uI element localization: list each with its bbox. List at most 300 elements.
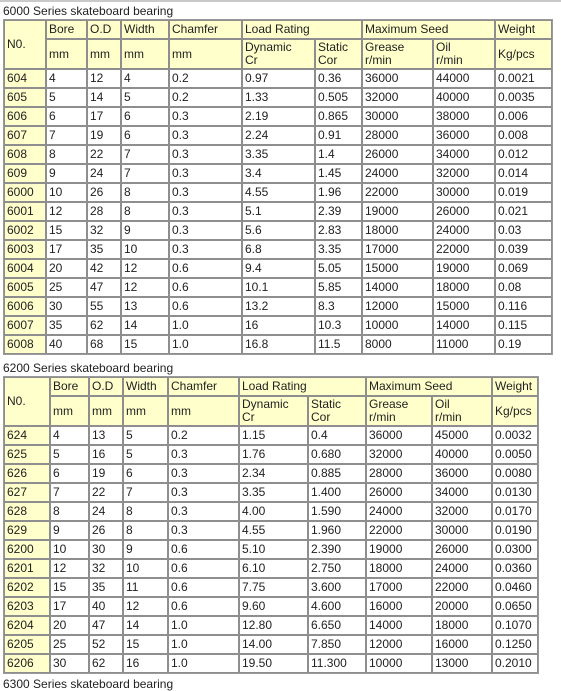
table-cell: 0.08 [495,278,552,297]
table-cell: 11 [123,578,168,597]
static-symbol: Cor [318,53,338,67]
table-cell: 0.3 [168,445,239,464]
table-cell: 7.75 [239,578,308,597]
bearing-number-cell: 6200 [4,540,50,559]
table-cell: 0.3 [169,183,242,202]
table-cell: 14.00 [239,635,308,654]
table-cell: 0.865 [315,107,362,126]
table-cell: 6.10 [239,559,308,578]
series-6200-caption: 6200 Series skateboard bearing [3,361,174,375]
table-cell: 8.3 [315,297,362,316]
table-cell: 19 [87,126,121,145]
table-cell: 24000 [366,502,432,521]
table-cell: 15 [46,221,87,240]
table-cell: 2.39 [315,202,362,221]
table-cell: 0.3 [169,221,242,240]
table-cell: 36000 [366,426,432,445]
table-cell: 2.83 [315,221,362,240]
table-cell: 0.6 [168,559,239,578]
table-row [4,635,538,654]
table-cell: 3.35 [239,483,308,502]
header-od: O.D [87,20,121,39]
table-cell: 7 [46,126,87,145]
table-cell: 24000 [433,221,495,240]
table-cell: 6 [123,464,168,483]
series-6000-caption: 6000 Series skateboard bearing [3,4,174,18]
bearing-number-cell: 6204 [4,616,50,635]
table-cell: 15 [50,578,89,597]
bearing-number-cell: 6201 [4,559,50,578]
table-cell: 14000 [366,616,432,635]
static-label: Static [318,40,349,54]
table-cell: 52 [89,635,123,654]
table-cell: 25 [46,278,87,297]
table-row [4,502,538,521]
table-cell: 0.03 [495,221,552,240]
table-cell: 47 [89,616,123,635]
table-row [4,69,552,88]
subheader-static [315,39,362,69]
table-cell: 0.36 [315,69,362,88]
table-cell: 4.600 [308,597,366,616]
table-cell: 32 [87,221,121,240]
header-width: Width [123,377,168,396]
table-cell: 30 [46,297,87,316]
table-cell: 10.3 [315,316,362,335]
oil-unit: r/min [436,53,463,67]
table-cell: 9 [46,164,87,183]
grease-label: Grease [365,40,405,54]
table-cell: 7 [121,145,169,164]
table-cell: 12000 [362,297,433,316]
table-cell: 0.680 [308,445,366,464]
table-cell: 6 [46,107,87,126]
subheader-chamfer-unit: mm [168,396,239,426]
table-cell: 11.5 [315,335,362,354]
table-cell: 5.6 [242,221,315,240]
table-cell: 12.80 [239,616,308,635]
series-6300-caption: 6300 Series skateboard bearing [3,677,174,691]
table-cell: 1.15 [239,426,308,445]
table-cell: 26 [87,183,121,202]
table-cell: 10.1 [242,278,315,297]
table-cell: 2.390 [308,540,366,559]
table-cell: 9.4 [242,259,315,278]
table-cell: 0.2010 [492,654,538,673]
dynamic-label: Dynamic [245,40,292,54]
table-cell: 7 [50,483,89,502]
table-cell: 24 [89,502,123,521]
table-cell: 19000 [362,202,433,221]
table-cell: 0.1070 [492,616,538,635]
bearing-number-cell: 606 [4,107,46,126]
header-maximum-speed: Maximum Seed [362,20,495,39]
table-cell: 12 [121,278,169,297]
table-cell: 9 [121,221,169,240]
table-cell: 0.3 [169,202,242,221]
table-cell: 1.590 [308,502,366,521]
table-row [4,240,552,259]
grease-label: Grease [369,397,409,411]
table-cell: 5 [50,445,89,464]
table-cell: 10 [46,183,87,202]
table-cell: 36000 [433,126,495,145]
table-cell: 25 [50,635,89,654]
table-cell: 0.3 [168,521,239,540]
table-cell: 0.2 [169,88,242,107]
table-cell: 35 [89,578,123,597]
table-cell: 0.008 [495,126,552,145]
table-cell: 16000 [432,635,492,654]
bearing-number-cell: 625 [4,445,50,464]
table-row [4,597,538,616]
table-cell: 1.4 [315,145,362,164]
table-cell: 15 [121,335,169,354]
header-weight: Weight [492,377,538,396]
table-cell: 7 [123,483,168,502]
table-cell: 47 [87,278,121,297]
table-cell: 12 [87,69,121,88]
table-cell: 1.0 [169,316,242,335]
table-cell: 30000 [362,107,433,126]
table-cell: 19 [89,464,123,483]
table-cell: 5 [46,88,87,107]
table-cell: 1.0 [169,335,242,354]
table-cell: 40 [89,597,123,616]
table-cell: 8 [123,502,168,521]
top-divider [0,0,561,2]
bearing-number-cell: 624 [4,426,50,445]
table-cell: 3.35 [315,240,362,259]
table-cell: 0.97 [242,69,315,88]
table-cell: 32000 [362,88,433,107]
table-cell: 26000 [432,540,492,559]
table-cell: 4.00 [239,502,308,521]
table-cell: 34000 [432,483,492,502]
table-cell: 16 [89,445,123,464]
table-cell: 2.24 [242,126,315,145]
bearing-number-cell: 629 [4,521,50,540]
header-load-rating: Load Rating [242,20,362,39]
table-cell: 32000 [366,445,432,464]
header-chamfer: Chamfer [168,377,239,396]
table-cell: 0.4 [308,426,366,445]
table-row [4,426,538,445]
dynamic-symbol: Cr [242,410,255,424]
table-cell: 28000 [366,464,432,483]
header-weight: Weight [495,20,552,39]
table-cell: 15000 [433,297,495,316]
table-cell: 30000 [433,183,495,202]
table-cell: 0.021 [495,202,552,221]
bearing-number-cell: 6205 [4,635,50,654]
header-load-rating: Load Rating [239,377,366,396]
table-cell: 14000 [433,316,495,335]
table-cell: 40000 [433,88,495,107]
table-cell: 0.014 [495,164,552,183]
subheader-bore-unit: mm [50,396,89,426]
table-cell: 0.505 [315,88,362,107]
table-row [4,183,552,202]
table-cell: 13000 [432,654,492,673]
header-od: O.D [89,377,123,396]
table-cell: 5 [123,426,168,445]
table-cell: 17 [50,597,89,616]
table-cell: 0.3 [169,164,242,183]
table-row [4,335,552,354]
table-cell: 18000 [366,559,432,578]
subheader-static [308,396,366,426]
table-cell: 15 [123,635,168,654]
table-cell: 0.3 [168,464,239,483]
grease-unit: r/min [365,53,392,67]
table-cell: 30 [50,654,89,673]
table-cell: 3.35 [242,145,315,164]
table-cell: 10 [121,240,169,259]
table-cell: 20000 [432,597,492,616]
bearing-number-cell: 628 [4,502,50,521]
table-cell: 8 [50,502,89,521]
table-cell: 0.0032 [492,426,538,445]
table-row [4,259,552,278]
table-cell: 12 [121,259,169,278]
table-cell: 30 [89,540,123,559]
table-cell: 1.45 [315,164,362,183]
table-cell: 0.6 [168,597,239,616]
table-cell: 1.400 [308,483,366,502]
table-cell: 0.0300 [492,540,538,559]
table-row [4,578,538,597]
table-cell: 5 [123,445,168,464]
table-cell: 26000 [433,202,495,221]
static-label: Static [311,397,342,411]
table-cell: 32000 [433,164,495,183]
table-cell: 1.0 [168,616,239,635]
table-cell: 2.34 [239,464,308,483]
table-cell: 14 [87,88,121,107]
table-cell: 15000 [362,259,433,278]
table-cell: 0.6 [168,578,239,597]
oil-label: Oil [435,397,450,411]
bearing-number-cell: 627 [4,483,50,502]
dynamic-symbol: Cr [245,53,258,67]
table-cell: 35 [87,240,121,259]
bearing-number-cell: 607 [4,126,46,145]
table-row [4,445,538,464]
table-cell: 62 [89,654,123,673]
table-cell: 17000 [362,240,433,259]
header-bore: Bore [46,20,87,39]
subheader-width-unit: mm [121,39,169,69]
table-cell: 22 [89,483,123,502]
subheader-chamfer-unit: mm [169,39,242,69]
table-cell: 17000 [366,578,432,597]
table-cell: 0.0190 [492,521,538,540]
table-cell: 22000 [366,521,432,540]
table-cell: 14 [121,316,169,335]
table-cell: 11.300 [308,654,366,673]
table-cell: 0.6 [169,259,242,278]
table-cell: 5.85 [315,278,362,297]
table-cell: 1.960 [308,521,366,540]
table-cell: 6.8 [242,240,315,259]
table-cell: 18000 [362,221,433,240]
table-cell: 20 [46,259,87,278]
bearing-number-cell: 605 [4,88,46,107]
table-row [4,521,538,540]
series-6200-table [3,376,539,674]
bearing-number-cell: 626 [4,464,50,483]
table-cell: 5.05 [315,259,362,278]
header-chamfer: Chamfer [169,20,242,39]
table-row [4,654,538,673]
table-cell: 40 [46,335,87,354]
table-cell: 0.3 [168,502,239,521]
table-cell: 44000 [433,69,495,88]
subheader-width-unit: mm [123,396,168,426]
table-cell: 6.650 [308,616,366,635]
table-cell: 0.019 [495,183,552,202]
table-cell: 6 [50,464,89,483]
table-cell: 1.76 [239,445,308,464]
table-cell: 10000 [362,316,433,335]
bearing-number-cell: 6006 [4,297,46,316]
table-cell: 13 [89,426,123,445]
table-cell: 0.115 [495,316,552,335]
subheader-dynamic [242,39,315,69]
table-cell: 6 [121,107,169,126]
table-cell: 4 [121,69,169,88]
table-cell: 0.0035 [495,88,552,107]
table-cell: 10000 [366,654,432,673]
table-cell: 5.10 [239,540,308,559]
bearing-number-cell: 608 [4,145,46,164]
bearing-number-cell: 609 [4,164,46,183]
table-row [4,145,552,164]
table-cell: 0.069 [495,259,552,278]
table-row [4,164,552,183]
table-cell: 0.2 [169,69,242,88]
table-cell: 40000 [432,445,492,464]
bearing-number-cell: 6004 [4,259,46,278]
table-cell: 0.2 [168,426,239,445]
subheader-oil [433,39,495,69]
table-cell: 0.0021 [495,69,552,88]
table-cell: 0.006 [495,107,552,126]
table-cell: 8 [121,183,169,202]
subheader-grease [362,39,433,69]
table-cell: 16 [242,316,315,335]
subheader-weight-unit: Kg/pcs [492,396,538,426]
table-cell: 12 [46,202,87,221]
table-cell: 22 [87,145,121,164]
table-row [4,616,538,635]
table-cell: 0.91 [315,126,362,145]
table-cell: 8000 [362,335,433,354]
table-cell: 45000 [432,426,492,445]
table-cell: 0.3 [169,240,242,259]
table-cell: 26000 [362,145,433,164]
table-cell: 0.6 [168,540,239,559]
table-cell: 10 [123,559,168,578]
table-row [4,221,552,240]
table-cell: 28 [87,202,121,221]
bearing-number-cell: 604 [4,69,46,88]
table-cell: 32000 [432,502,492,521]
table-cell: 0.19 [495,335,552,354]
table-cell: 0.885 [308,464,366,483]
table-cell: 0.0170 [492,502,538,521]
table-cell: 30000 [432,521,492,540]
table-cell: 34000 [433,145,495,164]
table-row [4,316,552,335]
table-cell: 17 [87,107,121,126]
table-cell: 7.850 [308,635,366,654]
table-cell: 26000 [366,483,432,502]
table-row [4,126,552,145]
table-cell: 24 [87,164,121,183]
table-cell: 28000 [362,126,433,145]
table-cell: 36000 [362,69,433,88]
table-cell: 9 [123,540,168,559]
bearing-number-cell: 6000 [4,183,46,202]
table-row [4,88,552,107]
table-cell: 0.0050 [492,445,538,464]
table-cell: 10 [50,540,89,559]
oil-unit: r/min [435,410,462,424]
table-row [4,559,538,578]
table-cell: 0.0080 [492,464,538,483]
dynamic-label: Dynamic [242,397,289,411]
bearing-number-cell: 6001 [4,202,46,221]
header-maximum-speed: Maximum Seed [366,377,492,396]
table-cell: 0.0360 [492,559,538,578]
table-cell: 0.0130 [492,483,538,502]
table-cell: 22000 [362,183,433,202]
subheader-bore-unit: mm [46,39,87,69]
header-no: N0. [4,20,46,69]
table-cell: 5 [121,88,169,107]
table-cell: 0.3 [169,107,242,126]
table-row [4,202,552,221]
table-cell: 14000 [362,278,433,297]
subheader-dynamic [239,396,308,426]
subheader-weight-unit: Kg/pcs [495,39,552,69]
table-cell: 62 [87,316,121,335]
table-cell: 0.1250 [492,635,538,654]
table-cell: 0.0650 [492,597,538,616]
table-cell: 2.750 [308,559,366,578]
table-cell: 9.60 [239,597,308,616]
bearing-number-cell: 6202 [4,578,50,597]
table-cell: 9 [50,521,89,540]
table-cell: 4.55 [239,521,308,540]
table-cell: 32 [89,559,123,578]
table-row [4,540,538,559]
table-cell: 17 [46,240,87,259]
table-cell: 0.0460 [492,578,538,597]
bearing-number-cell: 6003 [4,240,46,259]
table-cell: 18000 [432,616,492,635]
table-cell: 55 [87,297,121,316]
table-cell: 12000 [366,635,432,654]
bearing-number-cell: 6203 [4,597,50,616]
table-cell: 5.1 [242,202,315,221]
table-cell: 4 [50,426,89,445]
table-row [4,278,552,297]
table-cell: 13 [121,297,169,316]
subheader-oil [432,396,492,426]
